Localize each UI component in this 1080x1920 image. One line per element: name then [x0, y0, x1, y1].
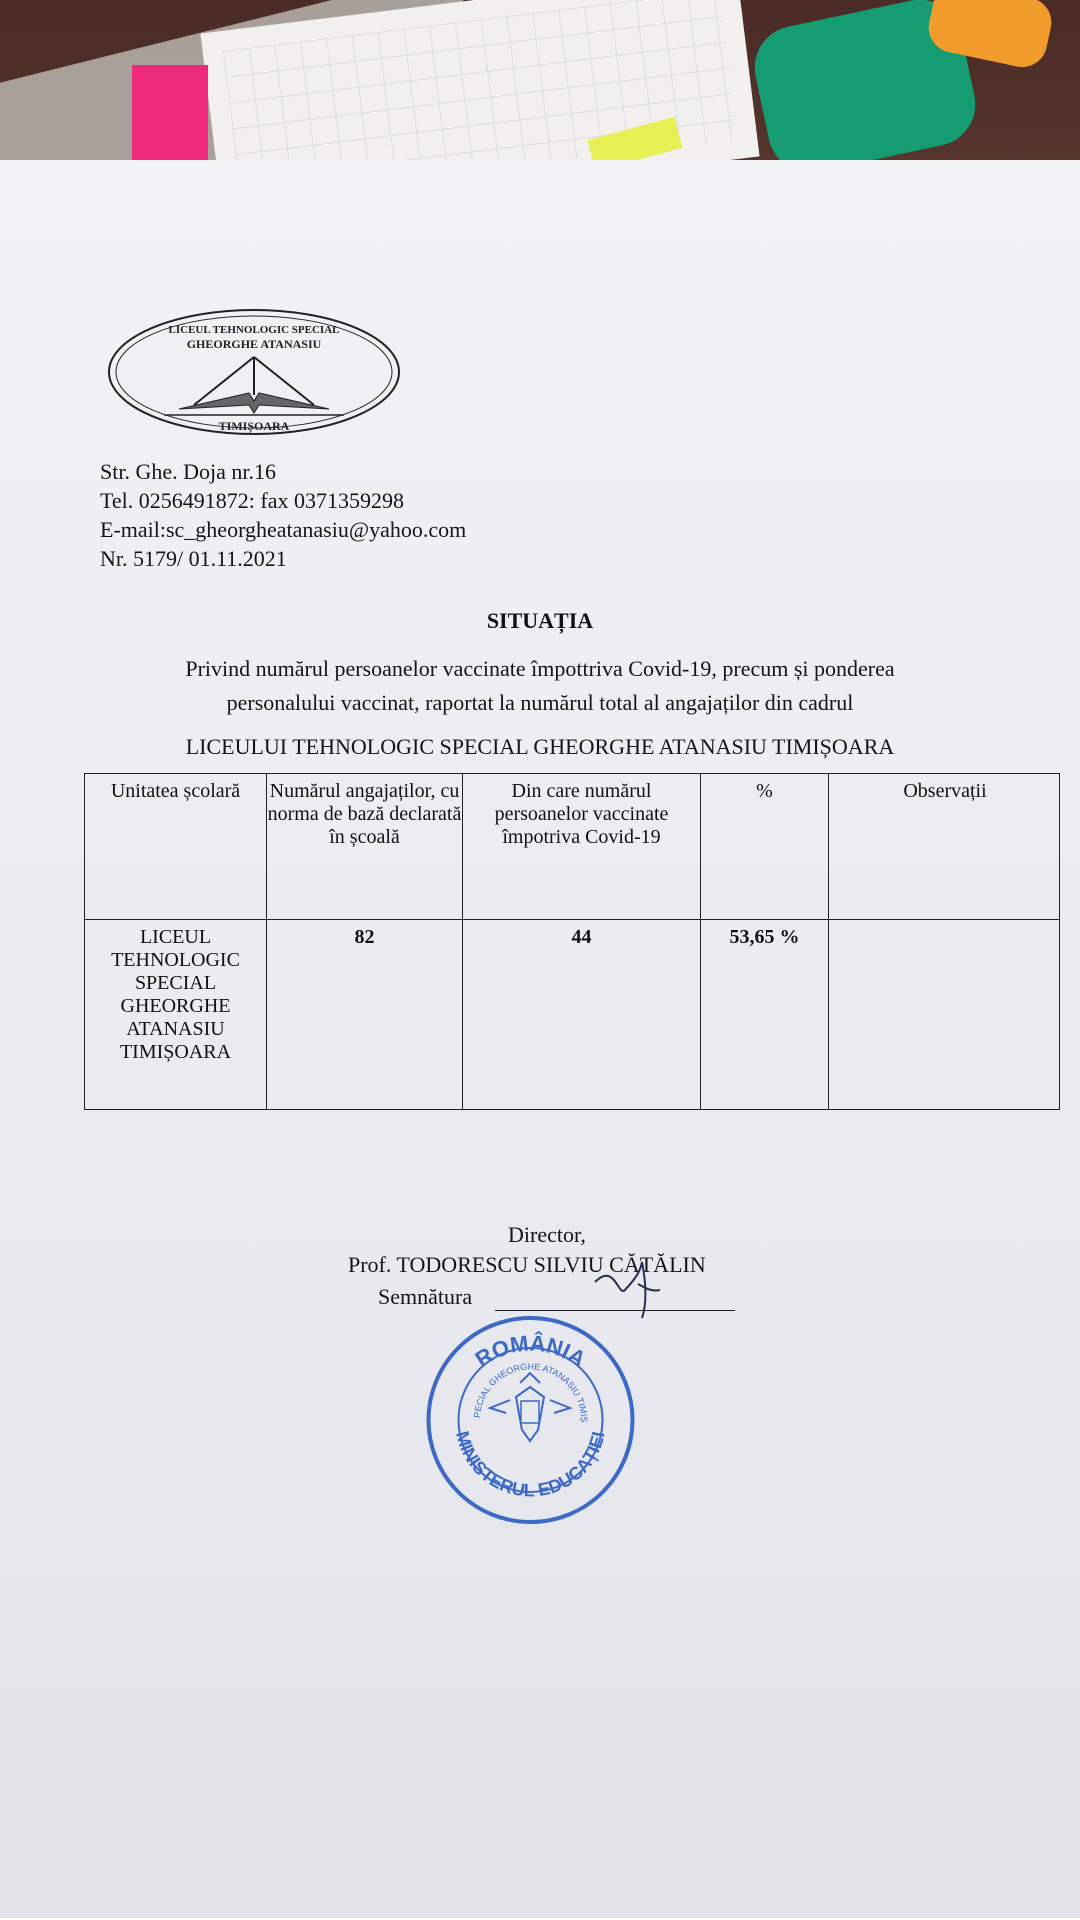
signature-label: Semnătura: [378, 1284, 473, 1309]
logo-line-3: TIMIȘOARA: [218, 419, 290, 433]
director-name: Prof. TODORESCU SILVIU CĂTĂLIN: [348, 1252, 706, 1277]
percentage-cell: 53,65 %: [701, 920, 829, 1109]
director-label: Director,: [508, 1222, 586, 1247]
coat-of-arms-icon: [418, 1305, 643, 1535]
header-vaccinated-count: Din care numărul persoanelor vaccinate împotriva Covid-19: [463, 774, 701, 919]
book-and-tent-icon: [104, 305, 404, 440]
stamp-inner-text: PECIAL GHEORGHE ATANASIU TIMIȘ: [471, 1361, 590, 1423]
intro-line-1: Privind numărul persoanelor vaccinate împottriva Covid-19, precum și ponderea: [185, 656, 895, 681]
header-school-unit: Unitatea școlară: [85, 774, 267, 919]
logo-line-1: LICEUL TEHNOLOGIC SPECIAL: [168, 324, 340, 336]
header-percentage: %: [701, 774, 829, 919]
pink-sticky-tab: [132, 65, 208, 170]
logo-line-2: GHEORGHE ATANASIU: [186, 337, 322, 351]
header-employee-count: Numărul angajaților, cu norma de bază declarată în școală: [267, 774, 463, 919]
vaccinated-count-cell: 44: [463, 920, 701, 1109]
header-observations: Observații: [903, 780, 987, 802]
table-header-row: [85, 774, 1059, 920]
official-stamp: [418, 1305, 643, 1535]
employee-count-cell: 82: [267, 920, 463, 1109]
school-logo: [104, 305, 404, 440]
phone-line: Tel. 0256491872: fax 0371359298: [100, 488, 404, 513]
document-page: [0, 160, 1080, 1920]
stamp-bottom-text: MINISTERUL EDUCAȚIEI: [452, 1429, 609, 1501]
intro-line-3: LICEULUI TEHNOLOGIC SPECIAL GHEORGHE ATANASIU TIMIȘOARA: [185, 734, 895, 759]
email-line: E-mail:sc_gheorgheatanasiu@yahoo.com: [100, 517, 467, 542]
table-row: [85, 920, 1059, 1109]
address-line: Str. Ghe. Doja nr.16: [100, 459, 276, 484]
contact-block: [100, 457, 466, 573]
stamp-top-text: ROMÂNIA: [470, 1330, 591, 1372]
document-number: Nr. 5179/ 01.11.2021: [100, 546, 287, 571]
document-title: SITUAȚIA: [486, 608, 594, 633]
vaccination-table: [84, 773, 1060, 1110]
intro-line-2: personalului vaccinat, raportat la numărul total al angajaților din cadrul: [226, 690, 854, 715]
school-unit-cell: LICEUL TEHNOLOGIC SPECIAL GHEORGHE ATANASIU TIMIȘOARA: [85, 920, 267, 1109]
observations-cell: [829, 920, 1061, 1109]
